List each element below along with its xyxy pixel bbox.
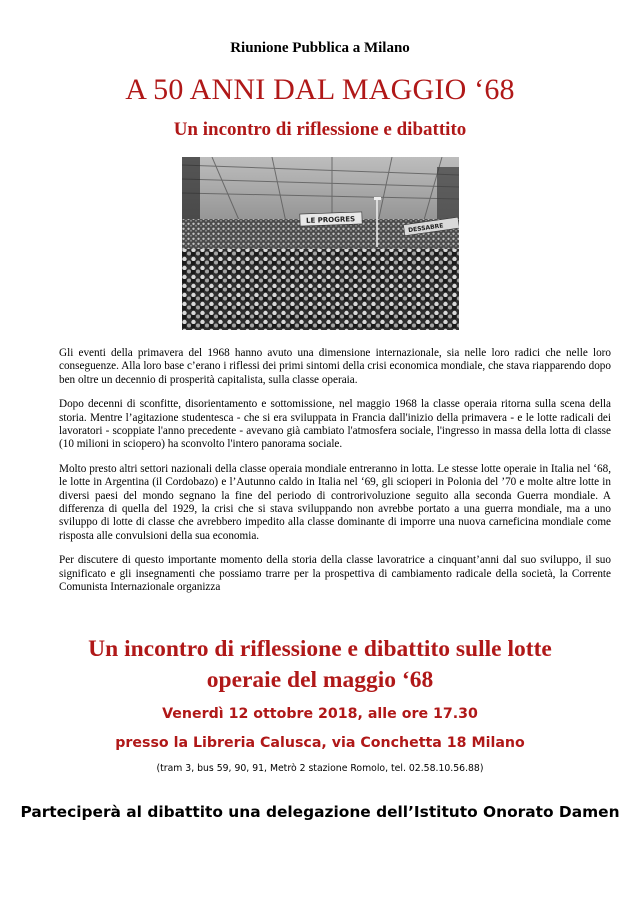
page-title: A 50 ANNI DAL MAGGIO ‘68: [125, 73, 515, 106]
event-date: Venerdì 12 ottobre 2018, alle ore 17.30: [162, 706, 478, 722]
page-subtitle: Un incontro di riflessione e dibattito: [173, 119, 467, 140]
paragraph-4: Per discutere di questo importante momento della storia della classe lavoratrice a cinquant’anni dal suo sviluppo, il suo significato e gli insegnamenti che possiamo trarre per la prospettiva di cambiamento radicale della società, la Corrente Comunista Internazionale organizza: [59, 554, 611, 594]
event-headline-line-2: operaie del maggio ‘68: [206, 667, 434, 693]
transit-info: (tram 3, bus 59, 90, 91, Metrò 2 stazione Romolo, tel. 02.58.10.56.88): [156, 763, 484, 774]
protest-banner-left: [300, 212, 362, 226]
paragraph-2: Dopo decenni di sconfitte, disorientamento e sottomissione, nel maggio 1968 la classe operaia ritorna sulla scena della storia. Mentre l’agitazione studentesca - che si era sviluppata in Francia dall'inizio della primavera - e le lotte radicali dei lavoratori - scoppiate l'anno precedente - avevano già cambiato l'atmosfera sociale, l'ingresso in massa della lotta di classe (10 milioni in sciopero) ha sconvolto l'intero panorama sociale.: [59, 398, 611, 451]
event-location: presso la Libreria Calusca, via Conchetta 18 Milano: [115, 735, 525, 751]
banner-right-text: DESSABRE: [407, 222, 444, 235]
banner-left-text: LE PROGRES: [305, 215, 356, 225]
paragraph-3: Molto presto altri settori nazionali della classe operaia mondiale entreranno in lotta. Le stesse lotte operaie in Italia nel ‘68, le lotte in Argentina (il Cordobazo) e l’Autunno caldo in Italia nel ‘69, gli scioperi in Polonia del ’70 e molte altre lotte in diversi paesi del mondo segnano la fine del periodo di controrivoluzione seguito alla seconda Guerra mondiale. A differenza di quella del 1929, la crisi che si stava sviluppando non avrebbe portato a una guerra mondiale, ma a uno sviluppo di lotte di classe che avrebbero impedito alla classe dominante di imporre una nuova carneficina mondiale come risposta alle convulsioni della sua economia.: [59, 462, 611, 542]
participation-note: Parteciperà al dibattito una delegazione dell’Istituto Onorato Damen: [20, 803, 620, 821]
factory-crowd-image: [182, 157, 459, 330]
event-headline-line-1: Un incontro di riflessione e dibattito sulle lotte: [88, 636, 552, 662]
event-kicker: Riunione Pubblica a Milano: [230, 40, 410, 56]
article-body: [59, 347, 611, 606]
historical-photo: [182, 157, 459, 330]
paragraph-1: Gli eventi della primavera del 1968 hanno avuto una dimensione internazionale, sia nelle loro radici che nelle loro conseguenze. Alla loro base c’erano i riflessi dei primi sintomi della crisi economica mondiale, che stava riapparendo dopo ben oltre un decennio di prosperità capitalista, sulla classe operaia.: [59, 347, 611, 386]
event-headline: [0, 634, 640, 696]
